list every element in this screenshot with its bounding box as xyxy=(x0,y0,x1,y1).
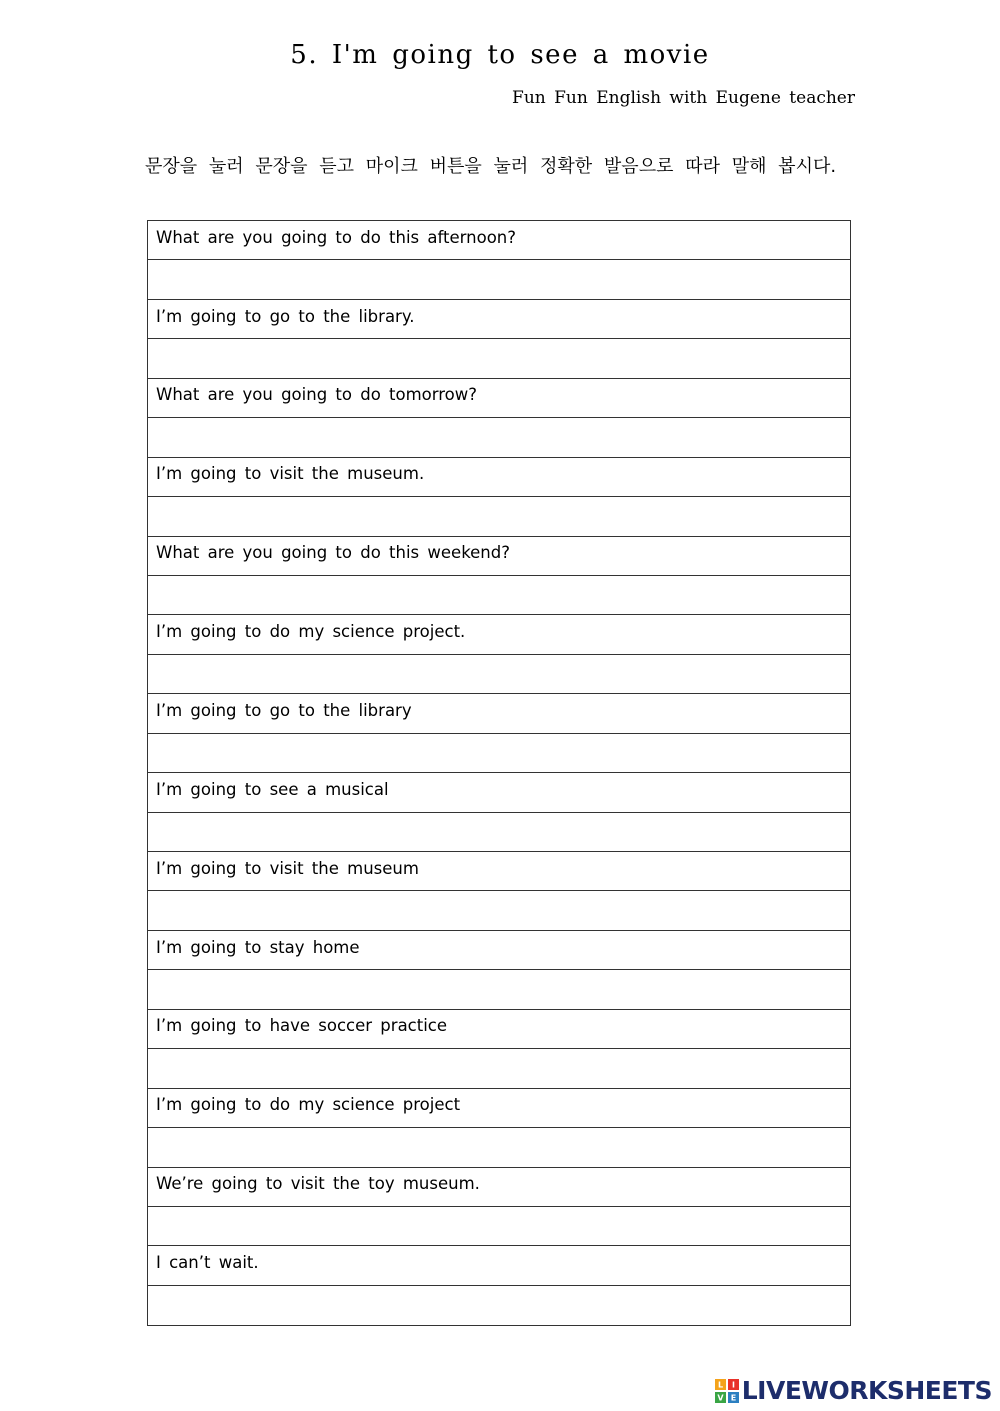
sentence-text[interactable]: I’m going to visit the museum xyxy=(156,858,419,878)
svg-text:I: I xyxy=(731,1380,735,1390)
sentence-row[interactable] xyxy=(148,852,850,891)
sentence-text[interactable]: I’m going to see a musical xyxy=(156,779,389,799)
sentence-text[interactable]: I’m going to go to the library. xyxy=(156,306,415,326)
recording-answer-row[interactable] xyxy=(148,813,850,852)
sentence-text[interactable]: I can’t wait. xyxy=(156,1253,259,1273)
recording-answer-row[interactable] xyxy=(148,1286,850,1325)
liveworksheets-logo-text: LIVEWORKSHEETS xyxy=(741,1376,992,1405)
sentence-row[interactable] xyxy=(148,537,850,576)
recording-answer-row[interactable] xyxy=(148,418,850,457)
sentence-row[interactable] xyxy=(148,458,850,497)
recording-answer-row[interactable] xyxy=(148,1207,850,1246)
sentence-text[interactable]: I’m going to visit the museum. xyxy=(156,464,425,484)
worksheet-table xyxy=(147,220,851,1326)
recording-answer-row[interactable] xyxy=(148,655,850,694)
recording-answer-row[interactable] xyxy=(148,1049,850,1088)
sentence-row[interactable] xyxy=(148,773,850,812)
recording-answer-row[interactable] xyxy=(148,734,850,773)
sentence-row[interactable] xyxy=(148,300,850,339)
sentence-row[interactable] xyxy=(148,694,850,733)
sentence-text[interactable]: What are you going to do tomorrow? xyxy=(156,385,478,405)
svg-text:L: L xyxy=(717,1380,723,1390)
worksheet-subtitle: Fun Fun English with Eugene teacher xyxy=(512,88,855,108)
sentence-text[interactable]: We’re going to visit the toy museum. xyxy=(156,1174,480,1194)
liveworksheets-logo xyxy=(715,1376,992,1405)
recording-answer-row[interactable] xyxy=(148,497,850,536)
recording-answer-row[interactable] xyxy=(148,260,850,299)
svg-text:E: E xyxy=(730,1393,736,1403)
liveworksheets-logo-icon xyxy=(715,1379,739,1403)
sentence-text[interactable]: What are you going to do this afternoon? xyxy=(156,227,516,247)
sentence-text[interactable]: I’m going to go to the library xyxy=(156,700,412,720)
sentence-row[interactable] xyxy=(148,379,850,418)
sentence-row[interactable] xyxy=(148,1246,850,1285)
sentence-row[interactable] xyxy=(148,931,850,970)
sentence-row[interactable] xyxy=(148,221,850,260)
recording-answer-row[interactable] xyxy=(148,891,850,930)
recording-answer-row[interactable] xyxy=(148,339,850,378)
recording-answer-row[interactable] xyxy=(148,1128,850,1167)
recording-answer-row[interactable] xyxy=(148,970,850,1009)
sentence-text[interactable]: I’m going to do my science project. xyxy=(156,622,466,642)
sentence-text[interactable]: I’m going to have soccer practice xyxy=(156,1016,448,1036)
sentence-row[interactable] xyxy=(148,615,850,654)
sentence-text[interactable]: I’m going to do my science project xyxy=(156,1095,461,1115)
worksheet-title: 5. I'm going to see a movie xyxy=(290,40,710,70)
sentence-row[interactable] xyxy=(148,1089,850,1128)
sentence-row[interactable] xyxy=(148,1168,850,1207)
sentence-row[interactable] xyxy=(148,1010,850,1049)
sentence-text[interactable]: What are you going to do this weekend? xyxy=(156,543,510,563)
instruction-text: 문장을 눌러 문장을 듣고 마이크 버튼을 눌러 정확한 발음으로 따라 말해 봅시다. xyxy=(145,156,837,177)
svg-text:V: V xyxy=(717,1393,724,1403)
recording-answer-row[interactable] xyxy=(148,576,850,615)
sentence-text[interactable]: I’m going to stay home xyxy=(156,937,360,957)
